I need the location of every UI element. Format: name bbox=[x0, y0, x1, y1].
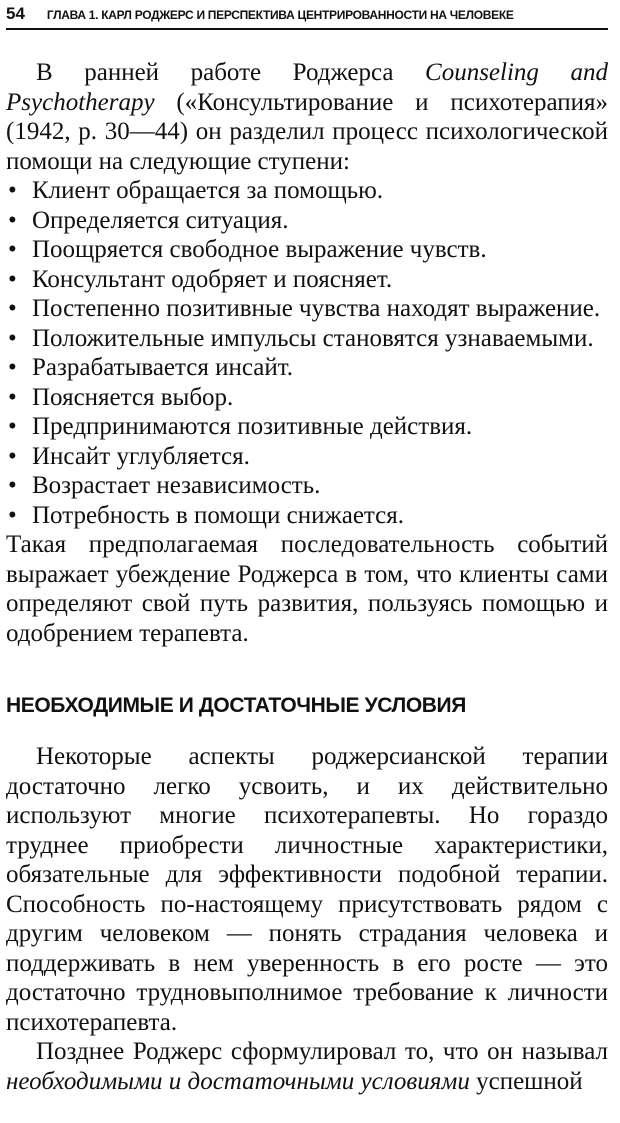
list-item bbox=[8, 383, 608, 413]
intro-text-end: («Консультирование и психотерапия» (1942, р. 30—44) он разделил процесс психологической помощи на следующие ступени: bbox=[6, 88, 608, 175]
emphasized-term: необходимыми и достаточными условиями bbox=[6, 1067, 470, 1095]
list-item bbox=[8, 294, 608, 324]
closing-paragraph bbox=[6, 1037, 608, 1096]
step-text: Консультант одобряет и поясняет. bbox=[32, 265, 393, 293]
running-header bbox=[6, 4, 608, 30]
intro-text-start: В ранней работе Роджерса bbox=[36, 59, 426, 86]
list-item bbox=[8, 206, 608, 236]
bullet-icon: • bbox=[8, 442, 17, 470]
intro-paragraph bbox=[6, 58, 608, 176]
step-text: Поощряется свободное выражение чувств. bbox=[32, 236, 487, 263]
step-text: Постепенно позитивные чувства находят выражение. bbox=[32, 295, 601, 322]
summary-paragraph: Такая предполагаемая последовательность событий выражает убеждение Роджерса в том, что клиенты сами определяют свой путь развития, пользуясь помощью и одобрением терапевта. bbox=[6, 531, 608, 647]
page-number: 54 bbox=[6, 4, 25, 23]
bullet-icon: • bbox=[8, 413, 17, 440]
bullet-icon: • bbox=[8, 383, 17, 411]
book-title: Counseling and Psychotherapy bbox=[6, 59, 608, 116]
section-paragraph: Некоторые аспекты роджерсианской терапии достаточно легко усвоить, и их действительно используют многие психотерапевты. Но гораздо труднее приобрести личностные характеристики, обязательные для эффективности подобной терапии. Способность по-настоящему присутствовать рядом с другим человеком — понять страдания человека и поддерживать в нем уверенность в его росте — это достаточно трудновыполнимое требование к личности психотерапевта. bbox=[6, 743, 608, 1036]
bullet-icon: • bbox=[8, 472, 17, 499]
bullet-icon: • bbox=[8, 501, 17, 529]
list-item bbox=[8, 324, 608, 354]
list-item bbox=[8, 353, 608, 383]
section-heading: НЕОБХОДИМЫЕ И ДОСТАТОЧНЫЕ УСЛОВИЯ bbox=[6, 694, 466, 717]
bullet-icon: • bbox=[8, 236, 17, 263]
list-item bbox=[8, 471, 608, 501]
closing-text-end: успешной bbox=[469, 1067, 583, 1095]
list-item bbox=[8, 176, 608, 206]
bullet-icon: • bbox=[8, 177, 17, 204]
list-item bbox=[8, 235, 608, 265]
list-item bbox=[8, 265, 608, 295]
step-text: Предпринимаются позитивные действия. bbox=[32, 413, 473, 440]
bullet-icon: • bbox=[8, 354, 17, 381]
list-item bbox=[8, 442, 608, 472]
bullet-icon: • bbox=[8, 324, 17, 352]
steps-list bbox=[6, 176, 608, 530]
list-item bbox=[8, 501, 608, 531]
step-text: Потребность в помощи снижается. bbox=[32, 501, 404, 529]
list-item bbox=[8, 412, 608, 442]
step-text: Инсайт углубляется. bbox=[32, 442, 250, 470]
step-text: Положительные импульсы становятся узнаваемыми. bbox=[32, 324, 594, 352]
step-text: Поясняется выбор. bbox=[32, 383, 234, 411]
bullet-icon: • bbox=[8, 265, 17, 293]
bullet-icon: • bbox=[8, 295, 17, 322]
step-text: Определяется ситуация. bbox=[32, 206, 289, 234]
step-text: Возрастает независимость. bbox=[32, 472, 321, 499]
bullet-icon: • bbox=[8, 206, 17, 234]
closing-text-start: Позднее Роджерс сформулировал то, что он называл bbox=[36, 1038, 608, 1065]
chapter-title: ГЛАВА 1. КАРЛ РОДЖЕРС И ПЕРСПЕКТИВА ЦЕНТРИРОВАННОСТИ НА ЧЕЛОВЕКЕ bbox=[46, 8, 514, 22]
step-text: Клиент обращается за помощью. bbox=[32, 177, 384, 204]
step-text: Разрабатывается инсайт. bbox=[32, 354, 294, 381]
